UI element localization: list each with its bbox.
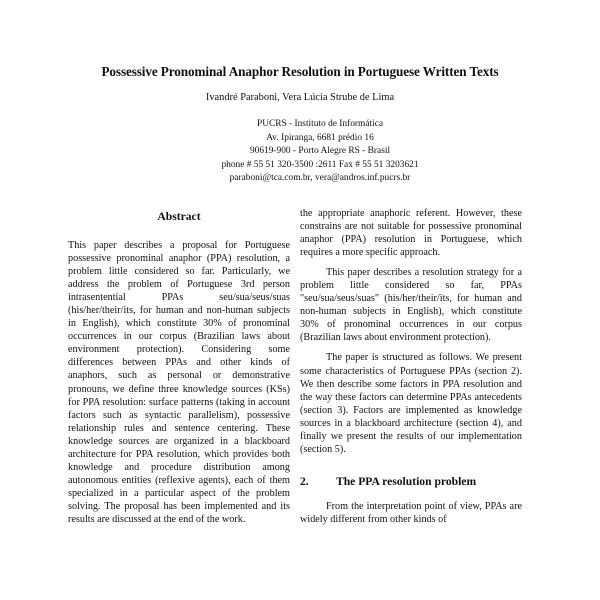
affiliation-institute: PUCRS - Instituto de Informática bbox=[256, 119, 384, 129]
intro-paragraph-3: The paper is structured as follows. We present some characteristics of Portuguese PPAs (section 2). We then describe some factors in PPA resolution and the way these factors can determine PPAs antecedents (section 3). Factors are implemented as knowledge sources in a blackboard architecture (section 4), and finally we present the results of our implementation (section 5). bbox=[300, 352, 522, 455]
section-2-heading bbox=[300, 475, 522, 488]
affiliation-emails: paraboni@tca.com.br, vera@andros.inf.pucrs.br bbox=[229, 173, 411, 184]
abstract-text: This paper describes a proposal for Portuguese possessive pronominal anaphor (PPA) resolution, a problem little considered so far. Particularly, we address the problem of Portuguese 3rd person intrasentential PPAs seu/sua/seus/suas (his/her/their/its, for human and non-human subjects in English), which constitute 30% of pronominal occurrences in our corpus (Brazilian laws about environment protection). Considering some differences between PPAs and other kinds of anaphors, such as personal or demonstrative pronouns, we define three knowledge sources (KSs) for PPA resolution: surface patterns (taking in account factors such as syntactic parallelism), possessive relationship rules and sentence centering. These knowledge sources are organized in a blackboard architecture for PPA resolution, which provides both knowledge and procedure distribution among autonomous entities (reflexive agents), each of them specialized in a particular aspect of the problem solving. The proposal has been implemented and its results are discussed at the end of the work. bbox=[68, 240, 290, 525]
left-column bbox=[68, 210, 290, 526]
affiliation-street: Av. Ipiranga, 6681 prédio 16 bbox=[266, 132, 374, 143]
affiliation-phone: phone # 55 51 320-3500 :2611 Fax # 55 51 3203621 bbox=[221, 159, 419, 170]
section-2-title: The PPA resolution problem bbox=[336, 474, 477, 488]
section-2-text: From the interpretation point of view, PPAs are widely different from other kinds of bbox=[300, 500, 522, 525]
right-column bbox=[300, 207, 522, 526]
section-2-number: 2. bbox=[300, 474, 309, 488]
paper-authors: Ivandré Paraboni, Vera Lúcia Strube de Lima bbox=[205, 92, 395, 103]
abstract-heading: Abstract bbox=[157, 210, 201, 223]
intro-paragraph-1: the appropriate anaphoric referent. However, these constrains are not suitable for possessive pronominal anaphor (PPA) resolution in Portuguese, which requires a more specific approach. bbox=[300, 208, 522, 259]
intro-paragraph-2: This paper describes a resolution strategy for a problem little considered so far, PPAs "seu/sua/seus/suas" (his/her/their/its, for human and non-human subjects in English), which constitute 30% of pronominal occurrences in our corpus (Brazilian laws about environment protection). bbox=[300, 267, 522, 344]
affiliation-city: 90619-900 - Porto Alegre RS - Brasil bbox=[249, 146, 391, 157]
author-affiliation bbox=[150, 118, 490, 186]
paper-title: Possessive Pronominal Anaphor Resolution in Portuguese Written Texts bbox=[101, 64, 499, 79]
